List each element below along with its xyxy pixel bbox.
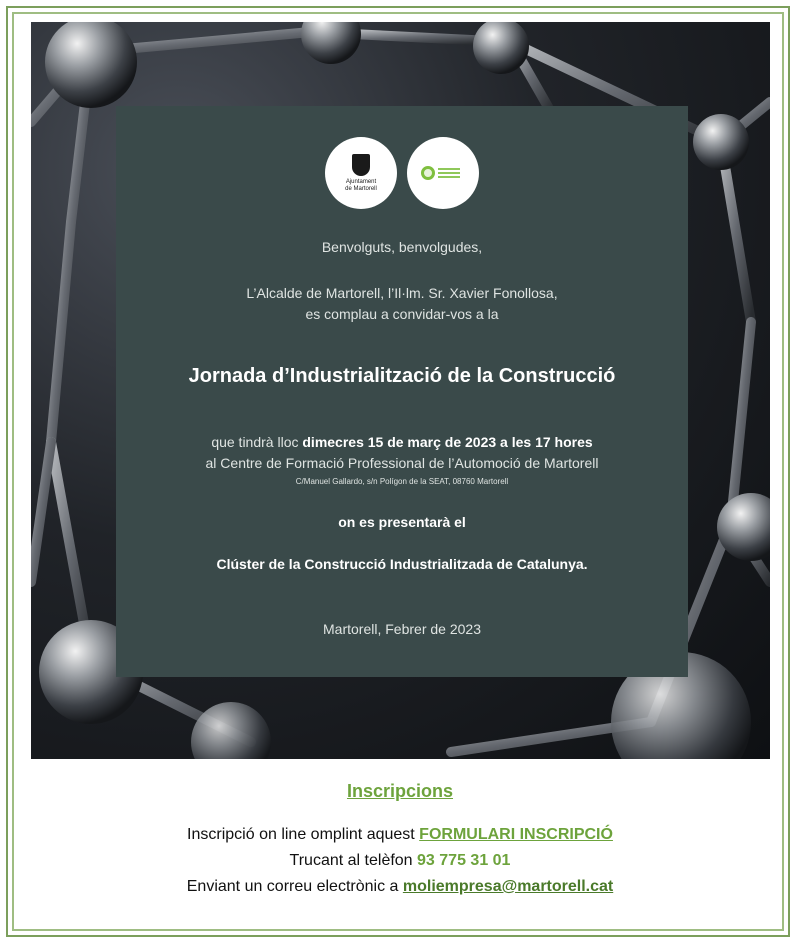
registration-title[interactable]: Inscripcions — [346, 781, 454, 801]
registration-form-link[interactable]: FORMULARI INSCRIPCIÓ — [419, 826, 613, 843]
logo-text-line-1: Ajuntament — [345, 178, 377, 185]
event-title: Jornada d’Industrialització de la Construcció — [188, 365, 616, 387]
invitation-card — [116, 106, 688, 677]
logos-row — [116, 137, 688, 209]
email-prefix: Enviant un correu electrònic a — [186, 878, 403, 895]
cfp-automocio-logo — [407, 137, 479, 209]
host-line-1: L’Alcalde de Martorell, l’Il·lm. Sr. Xavier Fonollosa, — [246, 285, 558, 301]
host-line-2: es complau a convidar-vos a la — [305, 306, 499, 322]
online-prefix: Inscripció on line omplint aquest — [187, 826, 420, 843]
registration-email-row — [0, 878, 800, 896]
cluster-name: Clúster de la Construcció Industrialitzada de Catalunya. — [216, 556, 588, 572]
event-datetime — [116, 434, 688, 450]
ajuntament-martorell-logo — [325, 137, 397, 209]
greeting: Benvolguts, benvolgudes, — [321, 239, 483, 255]
presentation-line: on es presentarà el — [338, 514, 466, 530]
coat-of-arms-icon — [352, 154, 370, 176]
email-link[interactable]: moliempresa@martorell.cat — [402, 878, 614, 895]
phone-number[interactable]: 93 775 31 01 — [417, 852, 511, 869]
place-date: Martorell, Febrer de 2023 — [323, 621, 481, 637]
registration-online-row — [0, 826, 800, 844]
event-address: C/Manuel Gallardo, s/n Polígon de la SEAT, 08760 Martorell — [295, 477, 509, 486]
registration-phone-row — [0, 852, 800, 870]
datetime-bold: dimecres 15 de març de 2023 a les 17 hores — [302, 434, 593, 450]
event-venue: al Centre de Formació Professional de l’Automoció de Martorell — [205, 455, 599, 471]
cfp-emblem-icon — [421, 164, 465, 182]
datetime-prefix: que tindrà lloc — [211, 434, 303, 450]
phone-prefix: Trucant al telèfon — [289, 852, 418, 869]
logo-text-line-2: de Martorell — [345, 185, 377, 192]
hero-image — [31, 22, 770, 759]
